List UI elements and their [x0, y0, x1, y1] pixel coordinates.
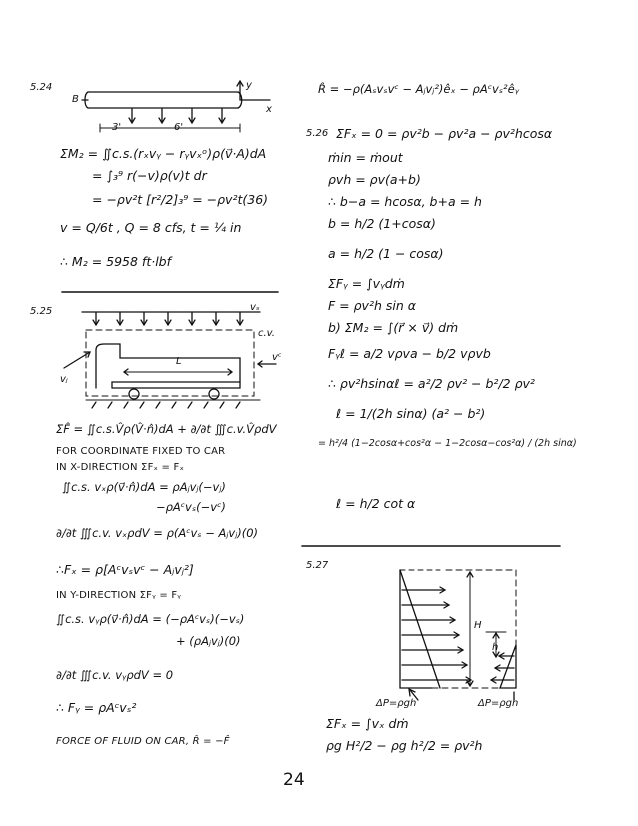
eq-5-25-line-11: ∂/∂t ∭c.v. vᵧρdV = 0: [56, 668, 174, 682]
eq-5-26-line-10: Fᵧℓ = a/2 vρva − b/2 vρvb: [328, 346, 491, 361]
y-axis-label: y: [246, 80, 252, 91]
eq-5-25-line-6: ∂/∂t ∭c.v. vₓρdV = ρ(Aᶜvₛ − Aⱼvⱼ)(0): [56, 526, 258, 540]
eq-5-25-line-2: FOR COORDINATE FIXED TO CAR: [56, 446, 226, 457]
eq-5-25-line-10: + (ρAⱼvⱼ)(0): [176, 634, 241, 648]
dimension-6ft: 6': [174, 122, 184, 133]
eq-5-26-line-9: b) ΣM₂ = ∫(r⃗ × v⃗) dṁ: [328, 320, 459, 335]
eq-5-26-line-1: ΣFₓ = 0 = ρv²b − ρv²a − ρv²hcosα: [336, 126, 553, 141]
eq-5-24-line-2: = ∫₃⁹ r(−v)ρ(v)t dr: [92, 168, 207, 183]
problem-label-5-24: 5.24: [30, 82, 53, 93]
eq-5-26-line-7: ΣFᵧ = ∫vᵧdṁ: [328, 276, 405, 291]
eq-5-26-line-8: F = ρv²h sin α: [328, 298, 416, 313]
eq-5-25-line-3: IN X-DIRECTION ΣFₓ = Fₓ: [56, 462, 185, 473]
eq-5-26-line-4: ∴ b−a = hcosα, b+a = h: [328, 194, 482, 209]
problem-label-5-27: 5.27: [306, 560, 329, 571]
pressure-label-right: ΔP=ρgh: [478, 698, 519, 709]
page-number: 24: [283, 770, 305, 790]
eq-5-26-line-13: = h²/4 (1−2cosα+cos²α − 1−2cosα−cos²α) / (2h sinα): [318, 438, 577, 449]
point-b-label: B: [72, 94, 79, 105]
length-label: L: [176, 356, 182, 367]
eq-5-25-final-r: R̂ = −ρ(Aₛvₛvᶜ − Aⱼvⱼ²)êₓ − ρAᶜvₛ²êᵧ: [318, 82, 520, 96]
eq-5-25-conclusion: FORCE OF FLUID ON CAR, R̂ = −F̂: [56, 736, 230, 747]
eq-5-25-line-9: ∬c.s. vᵧρ(v⃗·n̂)dA = (−ρAᶜvₛ)(−vₛ): [56, 612, 245, 626]
eq-5-26-line-2: ṁin = ṁout: [328, 150, 403, 165]
eq-5-24-line-3: = −ρv²t [r²/2]₃⁹ = −ρv²t(36): [92, 192, 269, 207]
eq-5-25-line-4: ∬c.s. vₓρ(v⃗·n̂)dA = ρAⱼvⱼ(−vⱼ): [62, 480, 226, 494]
eq-5-26-line-12: ℓ = 1/(2h sinα) (a² − b²): [336, 406, 486, 421]
pressure-label-left: ΔP=ρgh: [376, 698, 417, 709]
vc-label: vᶜ: [272, 352, 282, 363]
cv-label: c.v.: [258, 328, 275, 339]
eq-5-25-fx-result: ∴Fₓ = ρ[Aᶜvₛvᶜ − Aⱼvⱼ²]: [56, 562, 194, 577]
eq-5-24-line-1: ΣM₂ = ∬c.s.(rₓvᵧ − rᵧvₓᵒ)ρ(v⃗·A)dA: [60, 146, 267, 161]
eq-5-25-line-8: IN Y-DIRECTION ΣFᵧ = Fᵧ: [56, 590, 182, 601]
eq-5-27-line-2: ρg H²/2 − ρg h²/2 = ρv²h: [326, 738, 483, 753]
vs-label: vₛ: [250, 302, 260, 313]
eq-5-27-line-1: ΣFₓ = ∫vₓ dṁ: [326, 716, 409, 731]
eq-5-26-line-3: ρvh = ρv(a+b): [328, 172, 421, 187]
eq-5-24-line-4: v = Q/6t , Q = 8 cfs, t = ¼ in: [60, 220, 242, 235]
eq-5-25-line-1: ΣF̂ = ∬c.s.V̂ρ(V̂·n̂)dA + ∂/∂t ∭c.v.V̂ρdV: [56, 422, 277, 436]
eq-5-26-line-6: a = h/2 (1 − cosα): [328, 246, 444, 261]
eq-5-25-line-5: −ρAᶜvₛ(−vᶜ): [156, 500, 226, 514]
eq-5-26-line-11: ∴ ρv²hsinαℓ = a²/2 ρv² − b²/2 ρv²: [328, 376, 535, 391]
eq-5-25-fy-result: ∴ Fᵧ = ρAᶜvₛ²: [56, 700, 137, 715]
eq-5-26-result: ℓ = h/2 cot α: [336, 496, 416, 511]
problem-label-5-25: 5.25: [30, 306, 53, 317]
height-label-big: H: [474, 620, 482, 631]
dimension-3ft: 3': [112, 122, 122, 133]
vj-label: vⱼ: [60, 374, 68, 385]
problem-label-5-26: 5.26: [306, 128, 329, 139]
eq-5-24-result: ∴ M₂ = 5958 ft·lbf: [60, 254, 172, 269]
eq-5-26-line-5: b = h/2 (1+cosα): [328, 216, 436, 231]
height-label-small: h: [492, 642, 499, 653]
x-axis-label: x: [266, 104, 272, 115]
